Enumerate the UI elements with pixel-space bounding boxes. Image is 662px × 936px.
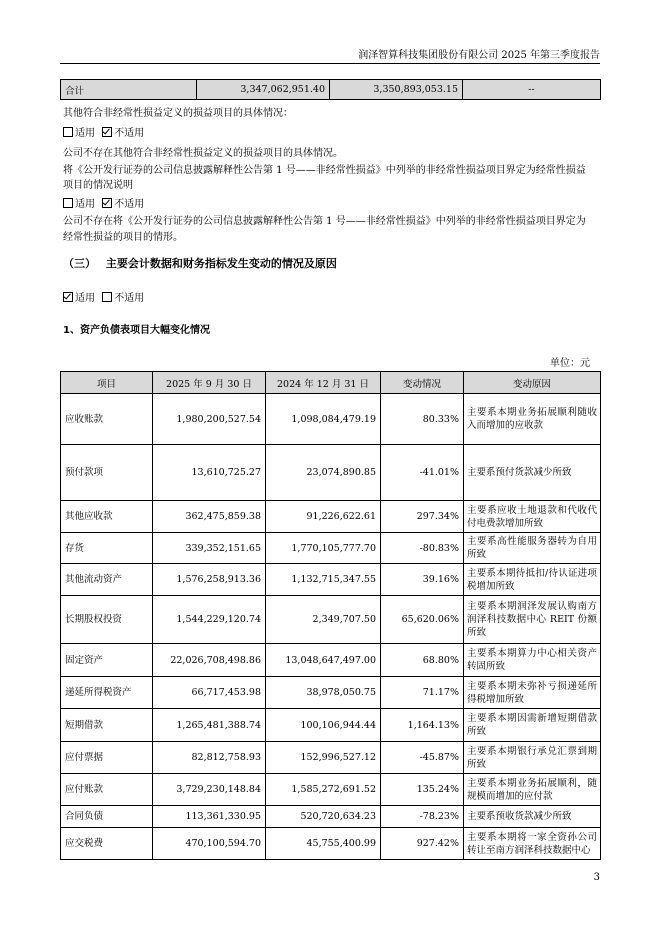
prior-cell: 152,996,527.12 <box>266 742 381 774</box>
table-row <box>61 445 601 501</box>
item-cell: 存货 <box>61 533 153 564</box>
prior-cell: 1,098,084,479.19 <box>266 394 381 445</box>
prior-cell: 23,074,890.85 <box>266 445 381 501</box>
none-line-1: 公司不存在将《公开发行证券的公司信息披露解释性公告第 1 号——非经常性损益》中列举的非经常性损益项目界定为 <box>63 216 586 227</box>
total-value-2: 3,350,893,053.15 <box>330 80 463 100</box>
page-number: 3 <box>593 872 600 883</box>
current-cell: 1,265,481,388.74 <box>153 709 266 742</box>
applicable-checkbox-1[interactable] <box>63 127 73 137</box>
section-title: 主要会计数据和财务指标发生变动的情况及原因 <box>105 257 337 270</box>
change-cell: -80.83% <box>381 533 464 564</box>
balance-sheet-table <box>60 371 601 860</box>
change-cell: 1,164.13% <box>381 709 464 742</box>
reason-cell: 主要系应收土地退款和代收代付电费款增加所致 <box>464 501 601 533</box>
change-cell: -45.87% <box>381 742 464 774</box>
item-cell: 长期股权投资 <box>61 596 153 644</box>
change-cell: 71.17% <box>381 677 464 709</box>
reason-cell: 主要系高性能服务器转为自用所致 <box>464 533 601 564</box>
report-header-title: 润泽智算科技集团股份有限公司 2025 年第三季度报告 <box>358 50 600 61</box>
change-cell: 68.80% <box>381 644 464 677</box>
change-cell: 297.34% <box>381 501 464 533</box>
table-row <box>61 501 601 533</box>
column-header: 变动原因 <box>464 372 601 394</box>
other-items-title: 其他符合非经常性损益定义的损益项目的具体情况： <box>63 108 293 119</box>
table-row <box>61 596 601 644</box>
section-heading <box>63 255 337 271</box>
total-table <box>60 79 601 100</box>
unit-label: 单位：元 <box>550 358 590 369</box>
current-cell: 82,812,758.93 <box>153 742 266 774</box>
item-cell: 应付票据 <box>61 742 153 774</box>
table-row <box>61 533 601 564</box>
prior-cell: 38,978,050.75 <box>266 677 381 709</box>
table-row <box>61 394 601 445</box>
not-applicable-checkbox-3[interactable] <box>102 292 112 302</box>
reason-cell: 主要系本期算力中心相关资产转固所致 <box>464 644 601 677</box>
prior-cell: 520,720,634.23 <box>266 806 381 828</box>
table-row <box>61 677 601 709</box>
reason-cell: 主要系本期银行承兑汇票到期所致 <box>464 742 601 774</box>
current-cell: 339,352,151.65 <box>153 533 266 564</box>
prior-cell: 45,755,400.99 <box>266 828 381 860</box>
current-cell: 113,361,330.95 <box>153 806 266 828</box>
table-row <box>61 564 601 596</box>
reason-cell: 主要系本期业务拓展顺利，随规模而增加的应付款 <box>464 774 601 806</box>
reason-cell: 主要系本期待抵扣/待认证进项税增加所致 <box>464 564 601 596</box>
checkbox-group-2 <box>63 195 144 210</box>
applicable-checkbox-3[interactable] <box>63 292 73 302</box>
current-cell: 22,026,708,498.86 <box>153 644 266 677</box>
current-cell: 362,475,859.38 <box>153 501 266 533</box>
prior-cell: 13,048,647,497.00 <box>266 644 381 677</box>
reason-cell: 主要系预付货款减少所致 <box>464 445 601 501</box>
item-cell: 递延所得税资产 <box>61 677 153 709</box>
change-cell: -78.23% <box>381 806 464 828</box>
section-number: （三） <box>63 257 96 270</box>
table-row <box>61 774 601 806</box>
prior-cell: 91,226,622.61 <box>266 501 381 533</box>
item-cell: 短期借款 <box>61 709 153 742</box>
item-cell: 其他流动资产 <box>61 564 153 596</box>
subsection-title: 1、资产负债表项目大幅变化情况 <box>63 325 210 336</box>
column-header: 2024 年 12 月 31 日 <box>266 372 381 394</box>
reason-cell: 主要系本期因需新增短期借款所致 <box>464 709 601 742</box>
item-cell: 应交税费 <box>61 828 153 860</box>
checkbox-group-3 <box>63 289 144 304</box>
item-cell: 合同负债 <box>61 806 153 828</box>
applicable-label: 适用 <box>75 199 95 210</box>
current-cell: 1,544,229,120.74 <box>153 596 266 644</box>
not-applicable-checkbox-1[interactable] <box>102 127 112 137</box>
column-header: 变动情况 <box>381 372 464 394</box>
other-items-text: 公司不存在其他符合非经常性损益定义的损益项目的具体情况。 <box>63 148 343 159</box>
table-row <box>61 828 601 860</box>
change-cell: 135.24% <box>381 774 464 806</box>
header-divider <box>60 63 600 64</box>
explain-line-2: 项目的情况说明 <box>63 180 133 191</box>
change-cell: 39.16% <box>381 564 464 596</box>
change-cell: -41.01% <box>381 445 464 501</box>
current-cell: 13,610,725.27 <box>153 445 266 501</box>
item-cell: 应付账款 <box>61 774 153 806</box>
table-header-row <box>61 372 601 394</box>
applicable-label: 适用 <box>75 293 95 304</box>
prior-cell: 1,770,105,777.70 <box>266 533 381 564</box>
change-cell: 65,620.06% <box>381 596 464 644</box>
not-applicable-label: 不适用 <box>114 293 145 304</box>
reason-cell: 主要系本期润泽发展认购南方润泽科技数据中心 REIT 份额所致 <box>464 596 601 644</box>
current-cell: 66,717,453.98 <box>153 677 266 709</box>
table-row <box>61 806 601 828</box>
reason-cell: 主要系本期未弥补亏损递延所得税增加所致 <box>464 677 601 709</box>
current-cell: 3,729,230,148.84 <box>153 774 266 806</box>
applicable-checkbox-2[interactable] <box>63 198 73 208</box>
not-applicable-label: 不适用 <box>114 199 145 210</box>
prior-cell: 1,585,272,691.52 <box>266 774 381 806</box>
item-cell: 预付款项 <box>61 445 153 501</box>
checkbox-group-1 <box>63 124 144 139</box>
total-row <box>61 80 601 100</box>
current-cell: 470,100,594.70 <box>153 828 266 860</box>
current-cell: 1,980,200,527.54 <box>153 394 266 445</box>
prior-cell: 1,132,715,347.55 <box>266 564 381 596</box>
reason-cell: 主要系本期业务拓展顺利随收入而增加的应收款 <box>464 394 601 445</box>
item-cell: 固定资产 <box>61 644 153 677</box>
change-cell: 927.42% <box>381 828 464 860</box>
current-cell: 1,576,258,913.36 <box>153 564 266 596</box>
not-applicable-label: 不适用 <box>114 128 145 139</box>
prior-cell: 100,106,944.44 <box>266 709 381 742</box>
change-cell: 80.33% <box>381 394 464 445</box>
reason-cell: 主要系预收货款减少所致 <box>464 806 601 828</box>
column-header: 2025 年 9 月 30 日 <box>153 372 266 394</box>
not-applicable-checkbox-2[interactable] <box>102 198 112 208</box>
table-row <box>61 644 601 677</box>
item-cell: 其他应收款 <box>61 501 153 533</box>
applicable-label: 适用 <box>75 128 95 139</box>
prior-cell: 2,349,707.50 <box>266 596 381 644</box>
table-row <box>61 709 601 742</box>
reason-cell: 主要系本期将一家全资孙公司转让至南方润泽科技数据中心 <box>464 828 601 860</box>
column-header: 项目 <box>61 372 153 394</box>
total-value-1: 3,347,062,951.40 <box>197 80 330 100</box>
explain-line-1: 将《公开发行证券的公司信息披露解释性公告第 1 号——非经常性损益》中列举的非经常性损益项目界定为经常性损益 <box>63 165 586 176</box>
total-label: 合计 <box>61 80 197 100</box>
table-row <box>61 742 601 774</box>
total-value-3: -- <box>463 80 601 100</box>
none-line-2: 经常性损益的项目的情形。 <box>63 232 183 243</box>
item-cell: 应收账款 <box>61 394 153 445</box>
